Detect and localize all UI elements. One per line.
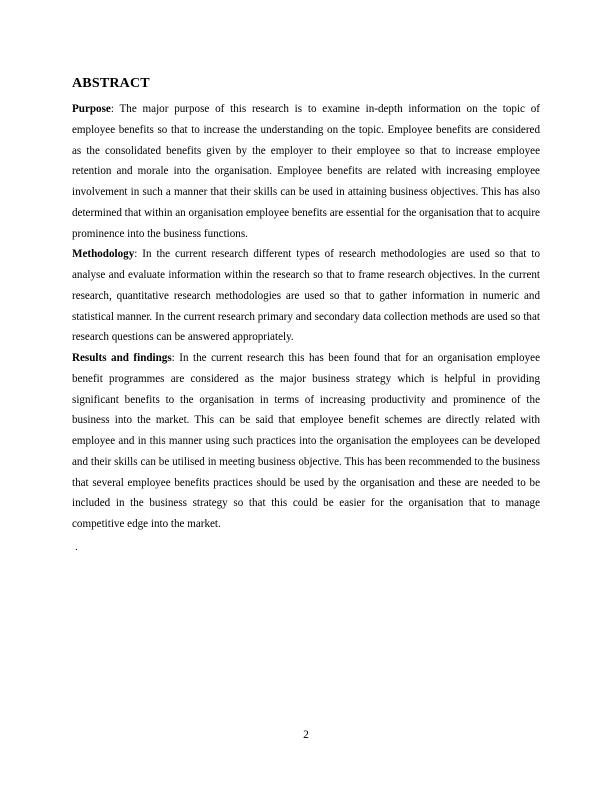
methodology-text: : In the current research different types of research methodologies are used so that to analyse and evaluate information within the research so that to frame research objectives. In the current research, quantitative research methodologies are used so that to gather information in numeric and statistical manner. In the current research primary and secondary data collection methods are used so that research questions can be answered appropriately.	[72, 248, 540, 344]
purpose-paragraph	[72, 99, 540, 244]
methodology-label: Methodology	[72, 248, 135, 261]
methodology-paragraph	[72, 244, 540, 348]
trailing-mark: .	[75, 541, 78, 553]
abstract-heading: ABSTRACT	[72, 76, 150, 91]
purpose-text: : The major purpose of this research is to examine in-depth information on the topic of employee benefits so that to increase the understanding on the topic. Employee benefits are considered as the consolidated benefits given by the employer to their employee so that to increase employee retention and morale into the organisation. Employee benefits are related with increasing employee involvement in such a manner that their skills can be used in attaining business objectives. This has also determined that within an organisation employee benefits are essential for the organisation that to acquire prominence into the business functions.	[72, 103, 540, 240]
page-number: 2	[303, 729, 309, 741]
results-paragraph	[72, 348, 540, 535]
purpose-label: Purpose	[72, 103, 111, 115]
results-label: Results and findings	[72, 352, 172, 364]
abstract-body	[72, 99, 540, 535]
results-text: : In the current research this has been found that for an organisation employee benefit programmes are considered as the major business strategy which is helpful in providing significant benefits to the organisation in terms of increasing productivity and prominence of the business into the market. This can be said that employee benefit schemes are directly related with employee and in this manner using such practices into the organisation the employees can be developed and their skills can be utilised in meeting business objective. This has been recommended to the business that several employee benefits practices should be used by the organisation and these are needed to be included in the business strategy so that this could be easier for the organisation that to manage competitive edge into the market.	[72, 352, 540, 530]
